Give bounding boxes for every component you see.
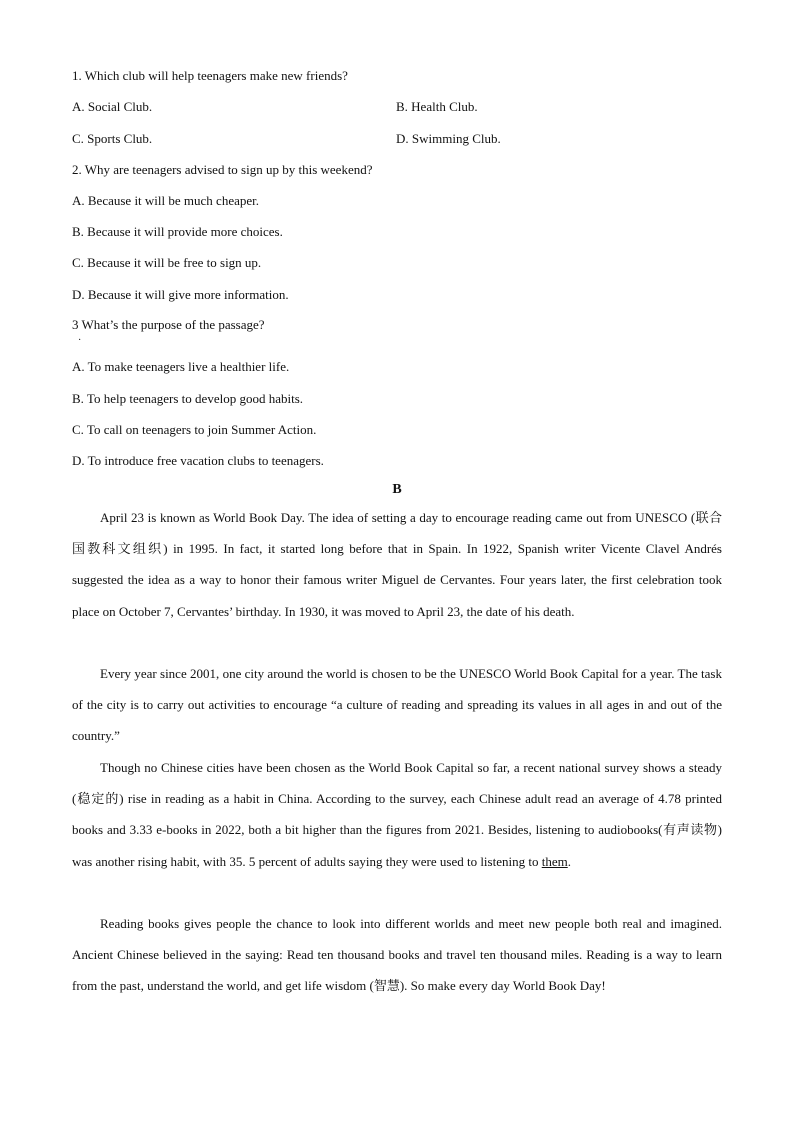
question-2-option-a: A. Because it will be much cheaper. (72, 193, 259, 208)
question-2-stem: 2. Why are teenagers advised to sign up by this weekend? (72, 162, 373, 177)
paragraph-3-text: Though no Chinese cities have been chosen as the World Book Capital so far, a recent national survey shows a steady (稳定的) rise in reading as a habit in China. According to the survey, each Chinese adult read an average of 4.78 printed books and 3.33 e-books in 2022, both a bit higher than the figures from 2021. Besides, listening to audiobooks(有声读物) was another rising habit, with 35. 5 percent of adults saying they were used to listening to (72, 760, 722, 869)
question-1-option-a: A. Social Club. (72, 99, 153, 114)
paragraph-3-period: . (567, 853, 571, 869)
question-3-option-b: B. To help teenagers to develop good habits. (72, 391, 303, 406)
stray-dot-mark: · (78, 335, 82, 346)
question-3-option-c: C. To call on teenagers to join Summer Action. (72, 422, 317, 437)
section-b-paragraph-2: Every year since 2001, one city around the world is chosen to be the UNESCO World Book Capital for a year. The task of the city is to carry out activities to encourage “a culture of reading and spreading its values in all ages in and out of the country.” (72, 666, 722, 744)
question-3-option-d: D. To introduce free vacation clubs to teenagers. (72, 453, 324, 468)
section-b-paragraph-3 (72, 752, 722, 877)
question-2-option-d: D. Because it will give more information. (72, 287, 289, 302)
section-b-title: B (392, 482, 402, 497)
question-3-stem: 3 What’s the purpose of the passage? (72, 317, 265, 332)
underlined-word-them: them (541, 853, 568, 869)
question-1-option-b: B. Health Club. (396, 99, 478, 114)
question-2-option-b: B. Because it will provide more choices. (72, 224, 283, 239)
question-1-option-d: D. Swimming Club. (396, 131, 501, 146)
section-b-paragraph-1: April 23 is known as World Book Day. The idea of setting a day to encourage reading came out from UNESCO (联合国教科文组织) in 1995. In fact, it started long before that in Spain. In 1922, Spanish writer Vicente Clavel Andrés suggested the idea as a way to honor their famous writer Miguel de Cervantes. Four years later, the first celebration took place on October 7, Cervantes’ birthday. In 1930, it was moved to April 23, the date of his death. (72, 510, 722, 619)
section-b-paragraph-4: Reading books gives people the chance to look into different worlds and meet new people both real and imagined. Ancient Chinese believed in the saying: Read ten thousand books and travel ten thousand miles. Reading is a way to learn from the past, understand the world, and get life wisdom (智慧). So make every day World Book Day! (72, 916, 722, 994)
question-1-stem: 1. Which club will help teenagers make new friends? (72, 68, 348, 83)
question-2-option-c: C. Because it will be free to sign up. (72, 255, 262, 270)
question-3-option-a: A. To make teenagers live a healthier life. (72, 359, 290, 374)
question-1-option-c: C. Sports Club. (72, 131, 153, 146)
